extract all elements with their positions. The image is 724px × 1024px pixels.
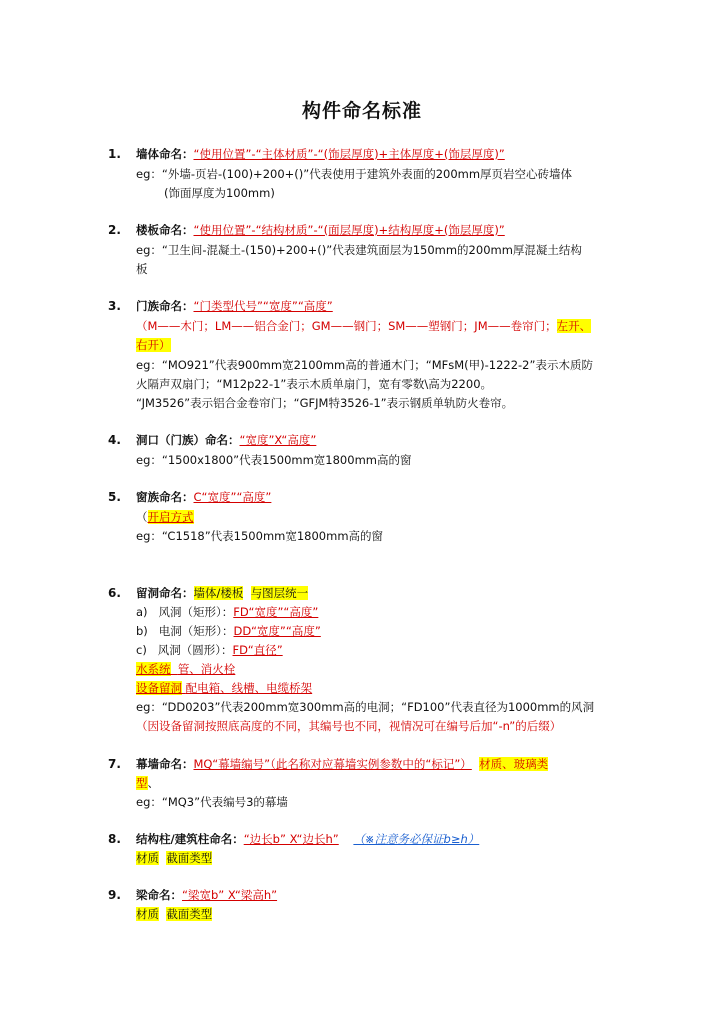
section-8-rule: “边长b” X“边长h” <box>243 832 339 846</box>
section-6-number: 6. <box>108 586 121 600</box>
section-6-water-rest: 管、消火栓 <box>177 662 236 676</box>
section-2-heading-line <box>136 222 505 238</box>
section-9-heading: 梁命名： <box>136 888 182 902</box>
section-6-equip-line <box>136 680 312 696</box>
section-9-highlight-line <box>136 906 212 922</box>
section-9-highlight-2: 截面类型 <box>166 907 213 921</box>
section-3-example-3: “JM3526”表示铝合金卷帘门；“GFJM特3526-1”表示钢质单轨防火卷帘。 <box>136 396 514 410</box>
section-1-rule: “使用位置”-“主体材质”-“(饰层厚度)+主体厚度+(饰层厚度)” <box>193 147 505 161</box>
section-3-types-line <box>136 318 591 334</box>
section-2-example-cont: 板 <box>136 262 148 276</box>
section-7-highlight-cont-line <box>136 775 159 791</box>
section-1-number: 1. <box>108 147 121 161</box>
section-6-item-c-rule: FD“直径” <box>232 643 283 657</box>
section-7-heading: 幕墙命名： <box>136 757 194 771</box>
section-2-example: eg：“卫生间-混凝土-(150)+200+()”代表建筑面层为150mm的200mm厚混凝土结构 <box>136 243 582 257</box>
section-6-item-a-text: 风洞（矩形）： <box>158 605 234 619</box>
section-6-item-c-label: c) <box>136 643 147 657</box>
section-7-highlight-cont: 型 <box>136 776 148 790</box>
section-6-item-b-text: 电洞（矩形）： <box>158 624 234 638</box>
section-6-note: （因设备留洞按照底高度的不同，其编号也不同，视情况可在编号后加“-n”的后缀） <box>136 719 562 733</box>
section-7-rule: MQ“幕墙编号” <box>193 757 271 771</box>
section-6-item-a <box>136 604 318 620</box>
section-5-heading-line <box>136 489 271 505</box>
section-3-heading-line <box>136 298 333 314</box>
section-6-heading-line <box>136 585 308 601</box>
section-7-example: eg：“MQ3”代表编号3的幕墙 <box>136 795 288 809</box>
section-1-heading: 墙体命名： <box>136 147 194 161</box>
section-6-item-a-label: a) <box>136 605 148 619</box>
section-6-item-b <box>136 623 321 639</box>
section-8-heading: 结构柱/建筑柱命名： <box>136 832 244 846</box>
section-3-types: （M——木门；LM——铝合金门；GM——钢门；SM——塑钢门；JM——卷帘门； <box>136 319 557 333</box>
section-7-note: （此名称对应幕墙实例参数中的“标记”） <box>270 757 472 771</box>
section-8-note: （※注意务必保证b≥h） <box>353 832 480 846</box>
section-3-open-highlight-cont: 右开） <box>136 338 171 352</box>
section-3-example-1: eg：“MO921”代表900mm宽2100mm高的普通木门；“MFsM(甲)-1222-2”表示木质防 <box>136 358 593 372</box>
section-6-item-b-label: b) <box>136 624 148 638</box>
section-9-rule: “梁宽b” X“梁高h” <box>182 888 278 902</box>
section-4-heading: 洞口（门族）命名： <box>136 433 240 447</box>
section-5-paren: （ <box>136 510 148 524</box>
section-5-number: 5. <box>108 490 121 504</box>
section-2-heading: 楼板命名： <box>136 223 194 237</box>
section-1-example-cont: (饰面厚度为100mm) <box>164 186 275 200</box>
section-8-highlight-1: 材质 <box>136 851 159 865</box>
section-9-highlight-1: 材质 <box>136 907 159 921</box>
section-7-number: 7. <box>108 757 121 771</box>
section-7-heading-line <box>136 756 548 772</box>
section-9-number: 9. <box>108 888 121 902</box>
section-6-item-b-rule: DD“宽度”“高度” <box>233 624 321 638</box>
section-6-heading: 留洞命名： <box>136 586 194 600</box>
section-4-heading-line <box>136 432 316 448</box>
section-6-water-line <box>136 661 235 677</box>
section-8-highlight-line <box>136 850 212 866</box>
section-1-heading-line <box>136 146 505 162</box>
section-7-highlight: 材质、玻璃类 <box>479 757 549 771</box>
section-8-number: 8. <box>108 832 121 846</box>
section-6-item-c <box>136 642 283 658</box>
page-title: 构件命名标准 <box>301 100 422 122</box>
section-2-number: 2. <box>108 223 121 237</box>
section-6-highlight-1: 墙体/楼板 <box>193 586 244 600</box>
section-2-rule: “使用位置”-“结构材质”-“(面层厚度)+结构厚度+(饰层厚度)” <box>193 223 505 237</box>
section-3-open-cont <box>136 337 171 353</box>
section-7-tail: 、 <box>147 776 159 790</box>
section-4-rule: “宽度”X“高度” <box>239 433 317 447</box>
section-6-water-highlight: 水系统 <box>136 662 171 676</box>
section-6-item-c-text: 风洞（圆形）： <box>157 643 233 657</box>
section-3-rule: “门类型代号”“宽度”“高度” <box>193 299 333 313</box>
section-8-highlight-2: 截面类型 <box>166 851 213 865</box>
section-4-number: 4. <box>108 433 121 447</box>
section-1-example: eg：“外墙-页岩-(100)+200+()”代表使用于建筑外表面的200mm厚页岩空心砖墙体 <box>136 167 573 181</box>
section-6-example: eg：“DD0203”代表200mm宽300mm高的电洞；“FD100”代表直径为1000mm的风洞 <box>136 700 595 714</box>
section-3-example-2: 火隔声双扇门；“M12p22-1”表示木质单扇门，宽有零数\高为2200。 <box>136 377 493 391</box>
section-6-equip-rest: 配电箱、线槽、电缆桥架 <box>185 681 313 695</box>
section-5-example: eg：“C1518”代表1500mm宽1800mm高的窗 <box>136 529 384 543</box>
section-5-rule: C“宽度”“高度” <box>193 490 272 504</box>
section-8-heading-line <box>136 831 479 847</box>
section-6-equip-highlight: 设备留洞 <box>136 681 182 695</box>
section-5-open-highlight: 开启方式 <box>147 510 194 524</box>
section-5-heading: 窗族命名： <box>136 490 194 504</box>
section-3-heading: 门族命名： <box>136 299 194 313</box>
section-6-highlight-2: 与图层统一 <box>250 586 309 600</box>
section-9-heading-line <box>136 887 277 903</box>
section-3-open-highlight: 左开、 <box>556 319 592 333</box>
section-6-item-a-rule: FD“宽度”“高度” <box>233 605 319 619</box>
section-5-open-line <box>136 509 194 525</box>
section-4-example: eg：“1500x1800”代表1500mm宽1800mm高的窗 <box>136 453 412 467</box>
section-3-number: 3. <box>108 299 121 313</box>
